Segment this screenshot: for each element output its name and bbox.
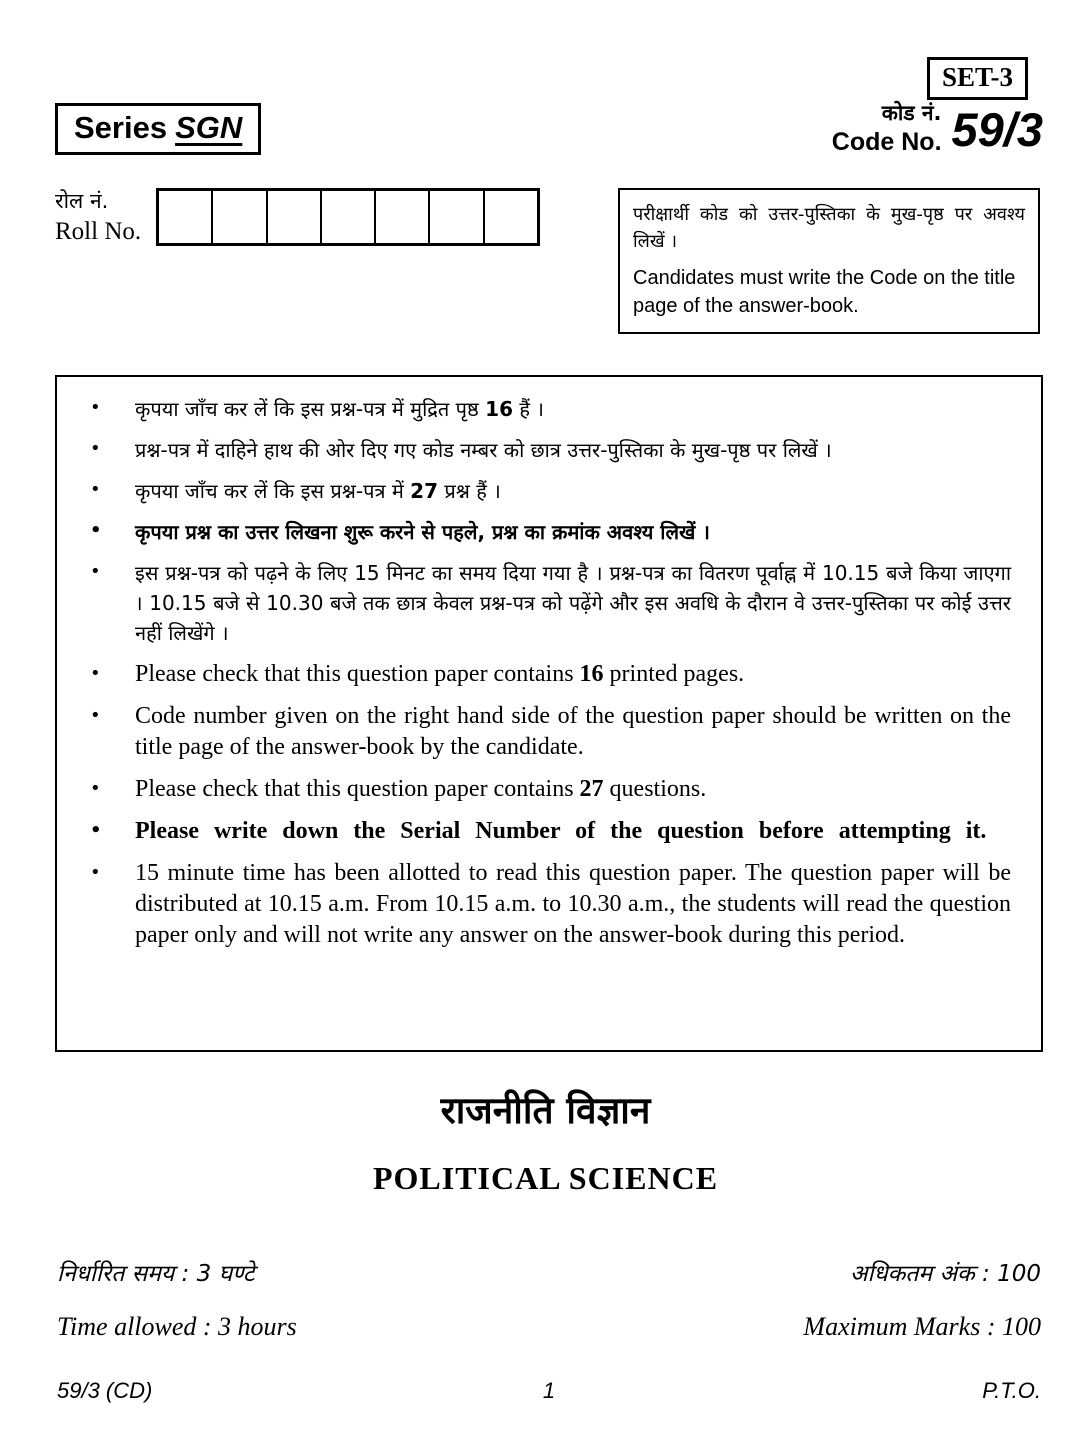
code-notice-hindi: परीक्षार्थी कोड को उत्तर-पुस्तिका के मुख-पृष्ठ पर अवश्य लिखें ।: [633, 204, 1025, 252]
meta-row-hindi: [57, 1256, 1041, 1288]
roll-number-row: [55, 186, 540, 249]
meta-row-english: [57, 1312, 1041, 1342]
bullet-icon: •: [90, 520, 102, 541]
code-notice-box: [618, 188, 1040, 334]
set-label: SET-3: [942, 62, 1014, 92]
series-badge: [55, 103, 261, 155]
instruction-item: • कृपया जाँच कर लें कि इस प्रश्न-पत्र में 27 प्रश्न हैं ।: [135, 476, 1011, 506]
bullet-icon: •: [90, 561, 101, 582]
time-allowed-english: Time allowed : 3 hours: [57, 1312, 297, 1341]
instruction-item: • Please write down the Serial Number of the question before attempting it.: [135, 816, 1011, 847]
instruction-item: • प्रश्न-पत्र में दाहिने हाथ की ओर दिए गए कोड नम्बर को छात्र उत्तर-पुस्तिका के मुख-पृष्ठ पर लिखें ।: [135, 435, 1011, 465]
bullet-icon: •: [90, 705, 101, 726]
code-number-value: 59/3: [951, 102, 1043, 156]
instruction-item: • 15 minute time has been allotted to read this question paper. The question paper will be distributed at 10.15 a.m. From 10.15 a.m. to 10.30 a.m., the students will read the question paper only and will not write any answer on the answer-book during this period.: [135, 858, 1011, 951]
bullet-icon: •: [90, 778, 101, 799]
set-badge: [927, 57, 1028, 100]
code-notice-english: Candidates must write the Code on the title page of the answer-book.: [633, 267, 1016, 317]
series-label: Series: [74, 110, 168, 145]
bullet-icon: •: [90, 862, 101, 883]
pto-label: P.T.O.: [982, 1378, 1041, 1403]
code-label-hindi: कोड नं.: [881, 101, 942, 125]
code-number-block: [832, 100, 1043, 159]
roll-label-hindi: रोल नं.: [55, 189, 109, 213]
page-number: 1: [542, 1378, 556, 1403]
bullet-icon: •: [90, 479, 101, 500]
roll-digit-cell[interactable]: [159, 191, 213, 243]
maximum-marks-english: Maximum Marks : 100: [803, 1312, 1041, 1341]
instructions-list: [57, 377, 1041, 965]
instruction-item: • Please check that this question paper contains 27 questions.: [135, 774, 1011, 805]
roll-number-labels: [55, 186, 154, 249]
roll-digit-cell[interactable]: [485, 191, 537, 243]
roll-digit-cell[interactable]: [376, 191, 430, 243]
roll-digit-cell[interactable]: [268, 191, 322, 243]
roll-digit-cell[interactable]: [430, 191, 484, 243]
instruction-item: • कृपया प्रश्न का उत्तर लिखना शुरू करने से पहले, प्रश्न का क्रमांक अवश्य लिखें ।: [135, 517, 1011, 547]
instruction-item: • Code number given on the right hand side of the question paper should be written on the title page of the answer-book by the candidate.: [135, 701, 1011, 763]
roll-number-grid[interactable]: [156, 188, 540, 246]
code-label-english: Code No.: [831, 128, 942, 157]
bullet-icon: •: [90, 397, 101, 418]
page-footer: [57, 1378, 1041, 1404]
time-allowed-hindi: निर्धारित समय : 3 घण्टे: [57, 1261, 255, 1287]
roll-digit-cell[interactable]: [213, 191, 267, 243]
bullet-icon: •: [90, 820, 102, 841]
instructions-box: [55, 375, 1043, 1052]
instruction-item: • इस प्रश्न-पत्र को पढ़ने के लिए 15 मिनट का समय दिया गया है । प्रश्न-पत्र का वितरण पूर्वाह्न में 10.15 बजे किया जाएगा । 10.15 बजे से 10.30 बजे तक छात्र केवल प्रश्न-पत्र को पढ़ेंगे और इस अवधि के दौरान वे उत्तर-पुस्तिका पर कोई उत्तर नहीं लिखेंगे ।: [135, 558, 1011, 648]
subject-title-hindi: राजनीति विज्ञान: [440, 1089, 651, 1132]
series-value: SGN: [175, 110, 243, 145]
bullet-icon: •: [90, 663, 101, 684]
roll-digit-cell[interactable]: [322, 191, 376, 243]
roll-label-english: Roll No.: [55, 218, 142, 246]
instruction-item: • कृपया जाँच कर लें कि इस प्रश्न-पत्र में मुद्रित पृष्ठ 16 हैं ।: [135, 394, 1011, 424]
bullet-icon: •: [90, 438, 101, 459]
footer-paper-code: 59/3 (CD): [57, 1378, 153, 1403]
code-number-labels: [832, 100, 942, 159]
subject-title-english: POLITICAL SCIENCE: [372, 1160, 719, 1196]
instruction-item: • Please check that this question paper contains 16 printed pages.: [135, 659, 1011, 690]
maximum-marks-hindi: अधिकतम अंक : 100: [849, 1261, 1041, 1287]
